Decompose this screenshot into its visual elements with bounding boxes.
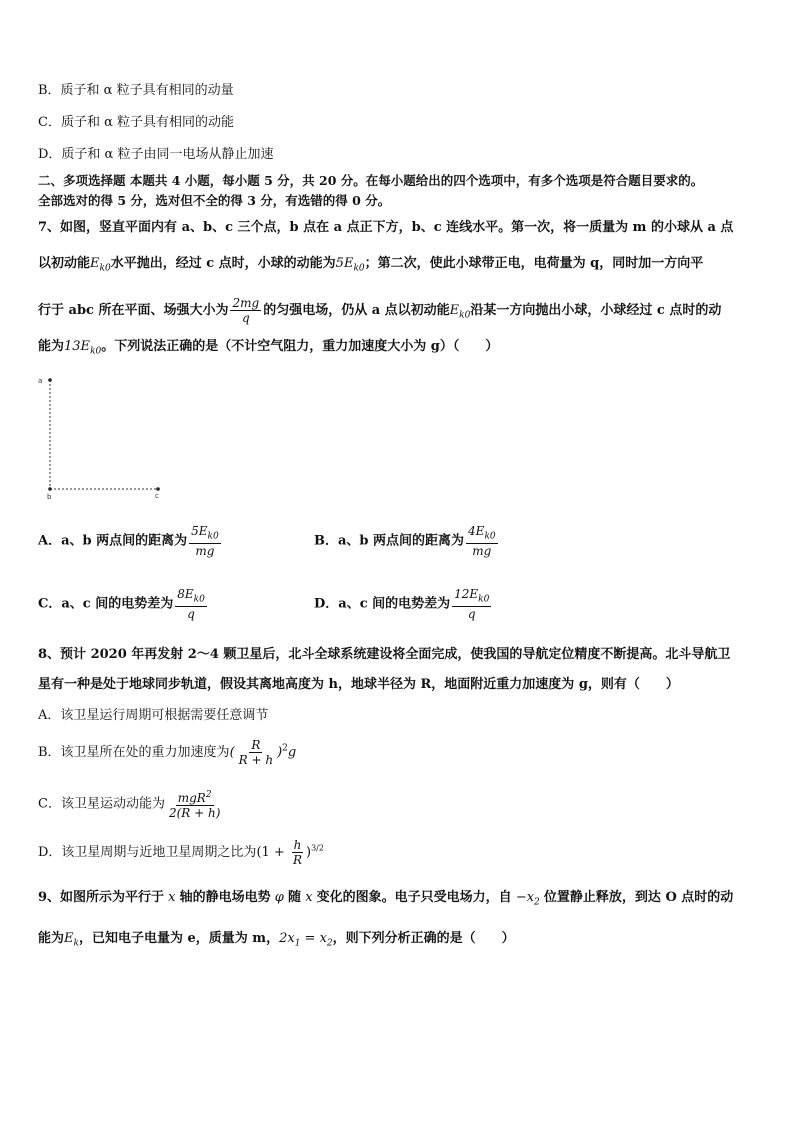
label-a: a [38,377,43,385]
q9-stem-line1: 9、如图所示为平行于 x 轴的静电场电势 φ 随 x 变化的图象。电子只受电场力，自 $-x_2$ 位置静止释放，到达 O 点时的动 [38,890,734,908]
q7-option-c: C．a、c 间的电势差为 $\frac{8E_{k0}}{q}$ [38,587,205,622]
label-b: b [47,493,52,500]
section2-line1: 二、多项选择题 本题共 4 小题，每小题 5 分，共 20 分。在每小题给出的四个选项中，有多个选项是符合题目要求的。 [38,173,704,188]
q6-option-b: B．质子和 α 粒子具有相同的动量 [38,83,234,98]
q8-option-a: A．该卫星运行周期可根据需要任意调节 [38,708,269,723]
q7-diagram [36,370,176,500]
q8-stem-line2: 星有一种是处于地球同步轨道，假设其离地高度为 h，地球半径为 R，地面附近重力加速度为 g，则有（ ） [38,677,679,692]
q7-option-a: A．a、b 两点间的距离为 $\frac{5E_{k0}}{mg}$ [38,524,219,559]
q9-stem-line2: 能为$E_k$，已知电子电量为 e，质量为 m，$2x_1 = x_2$，则下列分析正确的是（ ） [38,931,515,949]
q8-option-d: D．该卫星周期与近地卫星周期之比为(1 + $\frac{h}{R}$ )$^{3/2}$ [38,838,324,867]
q8-option-c: C．该卫星运动动能为 $\frac{mgR^2}{2(R + h)}$ [38,790,221,820]
q8-stem-line1: 8、预计 2020 年再发射 2～4 颗卫星后，北斗全球系统建设将全面完成，使我国的导航定位精度不断提高。北斗导航卫 [38,647,731,662]
q7-stem-line2: 以初动能$E_{k0}$水平抛出，经过 c 点时，小球的动能为$5E_{k0}$；第二次，使此小球带正电，电荷量为 q，同时加一方向平 [38,256,704,274]
q7-stem-line4: 能为$13E_{k0}$。下列说法正确的是（不计空气阻力，重力加速度大小为 g）（ ） [38,339,499,357]
section2-line2: 全部选对的得 5 分，选对但不全的得 3 分，有选错的得 0 分。 [38,193,391,208]
q8-option-b: B．该卫星所在处的重力加速度为( $\frac{R}{R + h}$ )$^2$g [38,738,297,767]
ek0-symbol: $E_{k0}$ [90,256,111,274]
q7-stem-line3: 行于 abc 所在平面、场强大小为 $\frac{2mg}{q}$ 的匀强电场，仍从 a 点以初动能$E_{k0}$沿某一方向抛出小球，小球经过 c 点时的动 [38,296,722,325]
q6-option-d: D．质子和 α 粒子由同一电场从静止加速 [38,147,274,162]
field-strength-fraction: $\frac{2mg}{q}$ [232,296,260,325]
point-b [48,487,52,491]
q7-option-d: D．a、c 间的电势差为 $\frac{12E_{k0}}{q}$ [314,587,490,622]
q6-option-c: C．质子和 α 粒子具有相同的动能 [38,115,234,130]
q7-option-b: B．a、b 两点间的距离为 $\frac{4E_{k0}}{mg}$ [314,524,496,559]
point-a [48,378,52,382]
point-c [156,487,160,491]
q7-stem-line1: 7、如图，竖直平面内有 a、b、c 三个点，b 点在 a 点正下方，b、c 连线水平。第一次，将一质量为 m 的小球从 a 点 [38,220,734,235]
label-c: c [155,492,159,500]
